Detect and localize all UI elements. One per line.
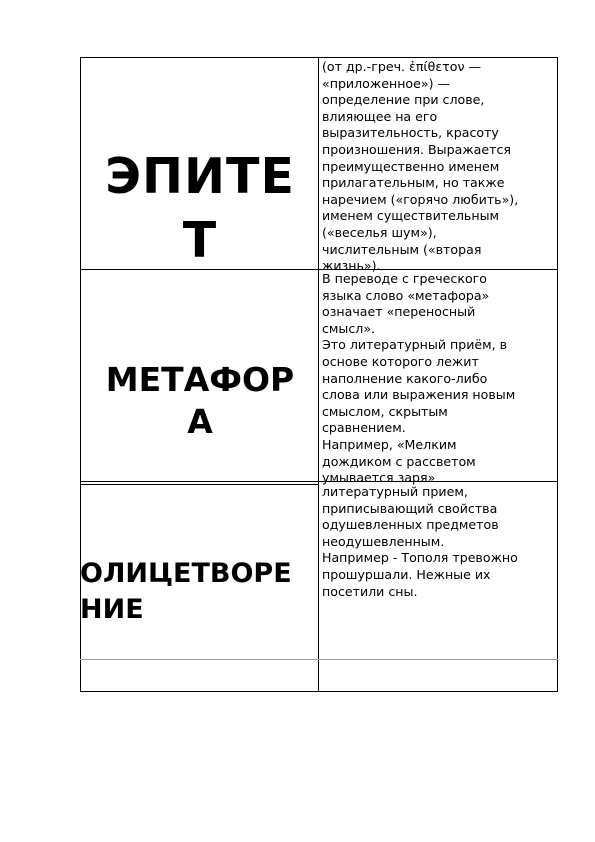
- table-border-top: [80, 57, 558, 58]
- term-personification: ОЛИЦЕТВОРЕ НИЕ: [80, 558, 292, 625]
- definition-epithet: (от др.-греч. ἐπίθετον — «приложенное») — определение при слове, влияющее на его выразительность, красоту произношения. Выражается преимущественно именем прилагательным, но также наречием («горячо любить»), именем существительным («веселья шум»), числительным («вторая жизнь»).: [322, 59, 519, 274]
- definition-metaphor: В переводе с греческого языка слово «метафора» означает «переносный смысл». Это литературный приём, в основе которого лежит наполнение какого-либо слова или выражения новым смыслом, скрытым сравнением. Например, «Мелким дождиком с рассветом умывается заря»: [322, 271, 516, 486]
- term-epithet: ЭПИТЕ Т: [105, 148, 295, 269]
- table-border-right: [557, 57, 558, 692]
- table-row-divider-2b: [80, 484, 318, 485]
- table-border-bottom: [80, 691, 558, 692]
- term-metaphor: МЕТАФОР А: [105, 360, 295, 441]
- definition-personification: литературный прием, приписывающий свойства одушевленных предметов неодушевленным. Например - Тополя тревожно прошуршали. Нежные их посетили сны.: [322, 484, 518, 599]
- table-row-divider-3: [80, 659, 558, 660]
